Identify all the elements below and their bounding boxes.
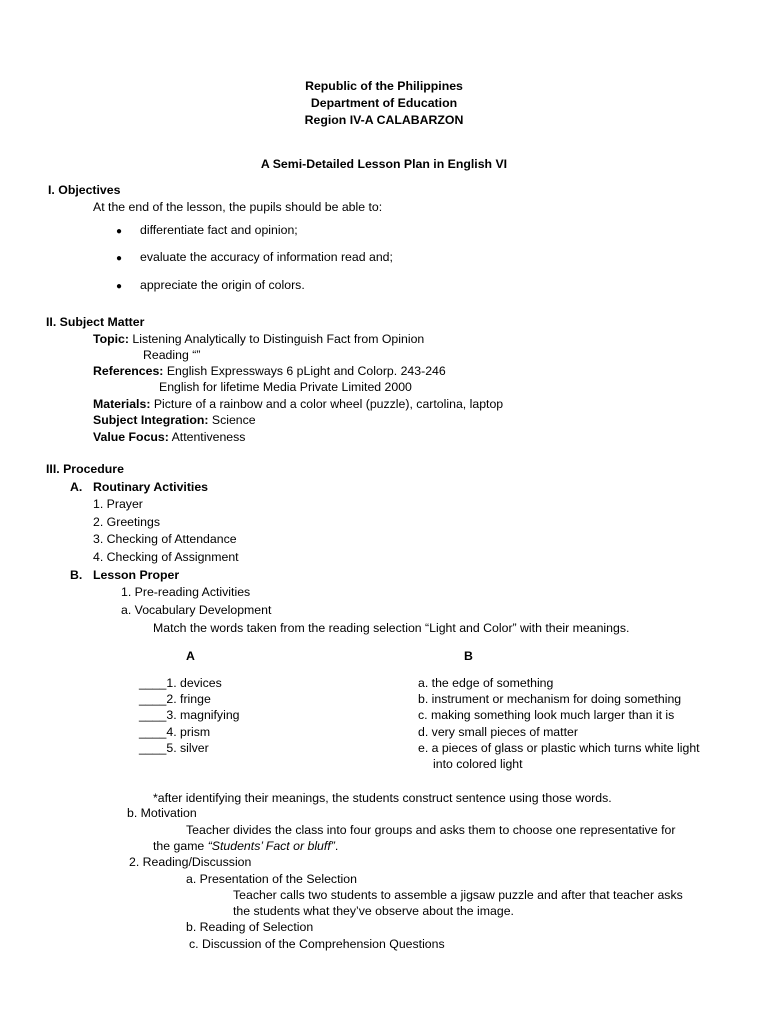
references-second: English for lifetime Media Private Limited 2000: [159, 380, 412, 394]
reading-of-selection: b. Reading of Selection: [186, 920, 314, 934]
topic-label: Topic:: [93, 332, 129, 346]
bullet-icon: ●: [116, 253, 123, 264]
reading-discussion-heading: 2. Reading/Discussion: [129, 855, 252, 869]
vocab-word: ____5. silver: [139, 741, 209, 755]
header-region: Region IV-A CALABARZON: [304, 113, 464, 127]
section-b-title: Lesson Proper: [93, 568, 180, 582]
vocab-meaning: c. making something look much larger than it is: [418, 708, 675, 722]
vocabulary-heading: a. Vocabulary Development: [121, 603, 272, 617]
objectives-heading: I. Objectives: [48, 183, 121, 197]
column-a-header: A: [186, 649, 195, 663]
objective-item: appreciate the origin of colors.: [140, 278, 305, 292]
integration-line: [93, 412, 256, 428]
routinary-item: 1. Prayer: [93, 497, 143, 511]
motivation-heading: b. Motivation: [127, 806, 197, 820]
value-focus-label: Value Focus:: [93, 430, 169, 444]
vocab-meaning: a. the edge of something: [418, 676, 554, 690]
game-title: “Students’ Fact or bluff”: [207, 839, 335, 853]
value-focus-value: Attentiveness: [168, 430, 246, 444]
section-a-letter: A.: [70, 480, 83, 494]
section-b-letter: B.: [70, 568, 83, 582]
vocab-word: ____3. magnifying: [139, 708, 240, 722]
motivation-text: Teacher divides the class into four groups and asks them to choose one representative for: [186, 823, 676, 837]
motivation-text-end: .: [334, 839, 339, 853]
pre-reading-heading: 1. Pre-reading Activities: [121, 585, 251, 599]
topic-line: [93, 331, 424, 347]
value-focus-line: [93, 429, 245, 445]
presentation-text-continued: the students what they’ve observe about the image.: [233, 904, 514, 918]
presentation-heading: a. Presentation of the Selection: [186, 872, 357, 886]
objective-item: evaluate the accuracy of information read and;: [140, 250, 393, 264]
routinary-item: 4. Checking of Assignment: [93, 550, 239, 564]
vocab-meaning-continued: into colored light: [433, 757, 523, 771]
vocab-word: ____1. devices: [139, 676, 222, 690]
section-a-title: Routinary Activities: [93, 480, 209, 494]
references-line: [93, 363, 446, 379]
lesson-plan-title: A Semi-Detailed Lesson Plan in English VI: [260, 157, 508, 171]
materials-label: Materials:: [93, 397, 151, 411]
header-republic: Republic of the Philippines: [305, 79, 463, 93]
materials-value: Picture of a rainbow and a color wheel (puzzle), cartolina, laptop: [150, 397, 504, 411]
references-value: English Expressways 6 pLight and Colorp. 243-246: [163, 364, 446, 378]
materials-line: [93, 396, 503, 412]
bullet-icon: ●: [116, 281, 123, 292]
routinary-item: 3. Checking of Attendance: [93, 532, 237, 546]
bullet-icon: ●: [116, 226, 123, 237]
integration-label: Subject Integration:: [93, 413, 209, 427]
motivation-text-continued: [153, 838, 338, 854]
vocab-word: ____4. prism: [139, 725, 211, 739]
objective-item: differentiate fact and opinion;: [140, 223, 298, 237]
motivation-text-pre: the game: [153, 839, 208, 853]
procedure-heading: III. Procedure: [46, 462, 124, 476]
presentation-text: Teacher calls two students to assemble a jigsaw puzzle and after that teacher asks: [233, 888, 683, 902]
header-department: Department of Education: [310, 96, 458, 110]
vocab-meaning: e. a pieces of glass or plastic which turns white light: [418, 741, 700, 755]
subject-matter-heading: II. Subject Matter: [46, 315, 145, 329]
vocab-meaning: d. very small pieces of matter: [418, 725, 578, 739]
topic-reading: Reading “”: [143, 348, 201, 362]
topic-value: Listening Analytically to Distinguish Fact from Opinion: [128, 332, 425, 346]
column-b-header: B: [464, 649, 473, 663]
objectives-intro: At the end of the lesson, the pupils should be able to:: [93, 200, 383, 214]
vocabulary-instruction: Match the words taken from the reading selection “Light and Color” with their meanings.: [153, 621, 630, 635]
vocab-meaning: b. instrument or mechanism for doing something: [418, 692, 682, 706]
references-label: References:: [93, 364, 164, 378]
integration-value: Science: [208, 413, 256, 427]
after-identifying-note: *after identifying their meanings, the students construct sentence using those words.: [153, 791, 612, 805]
routinary-item: 2. Greetings: [93, 515, 160, 529]
vocab-word: ____2. fringe: [139, 692, 211, 706]
comprehension-discussion: c. Discussion of the Comprehension Questions: [189, 937, 445, 951]
